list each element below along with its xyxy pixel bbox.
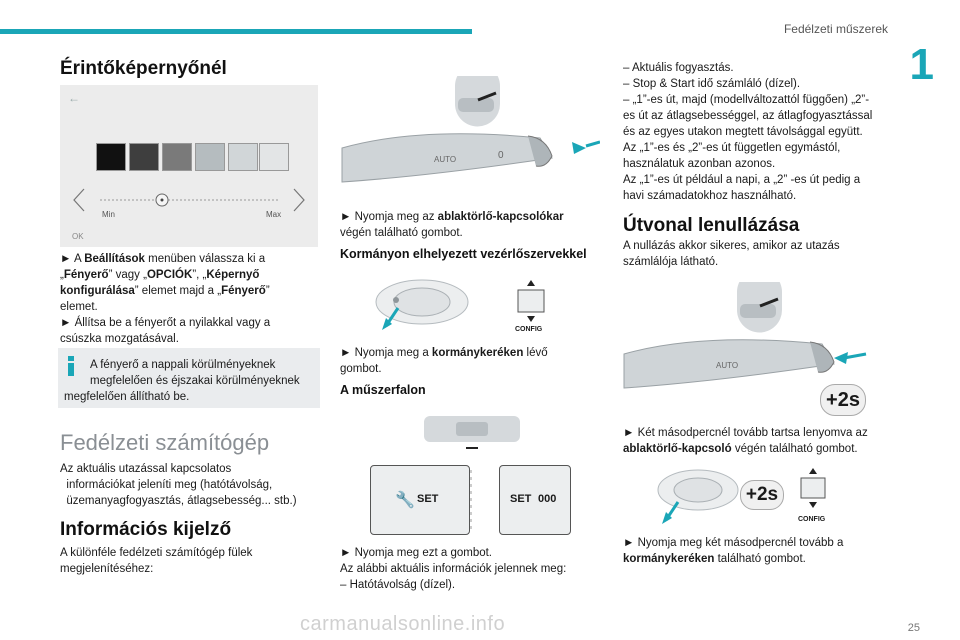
- info-list: – Aktuális fogyasztás. – Stop & Start idő számláló (dízel). – „1”-es út, majd (modellváltozattól függően) „2”- es út az átlagsebességgel, az átlagfogyasztással és az egyes utakon megtett távolsággal együtt. Az „1”-es és „2”-es út független egymástól, használatuk azonban azonos. Az „1”-es út például a napi, a „2” -es út pedig a havi számadatokhoz használható.: [623, 62, 873, 202]
- info-text-end: megfelelően állítható be.: [64, 391, 190, 403]
- wiper-instruction: ► Nyomja meg az ablaktörlő-kapcsolókar végén található gombot.: [340, 211, 564, 239]
- config-button-reset-icon: [796, 466, 830, 522]
- wrench-icon: 🔧: [395, 492, 415, 509]
- svg-text:AUTO: AUTO: [716, 361, 739, 370]
- info-icon: [66, 356, 76, 376]
- hold-2s-badge-small: +2s: [740, 480, 784, 510]
- trip-reset-text: A nullázás akkor sikeres, amikor az utazás számlálója látható.: [623, 240, 840, 268]
- brightness-swatch: [259, 143, 289, 171]
- steering-wheel-reset-illustration: [654, 468, 740, 526]
- steering-controls-heading: Kormányon elhelyezett vezérlőszervekkel: [340, 247, 587, 261]
- touchscreen-heading: Érintőképernyőnél: [60, 58, 227, 79]
- config-label-right: CONFIG: [798, 516, 826, 523]
- back-arrow-icon: ←: [68, 91, 80, 105]
- hold-steering-instruction: ► Nyomja meg két másodpercnél tovább a kormánykeréken található gombot.: [623, 537, 844, 565]
- config-label: CONFIG: [515, 326, 543, 333]
- min-label: Min: [102, 210, 115, 219]
- set-display-button[interactable]: [499, 465, 571, 535]
- brightness-swatch: [129, 143, 159, 171]
- divider: [468, 470, 474, 530]
- section-title: Fedélzeti műszerek: [783, 22, 888, 36]
- svg-text:AUTO: AUTO: [434, 155, 457, 164]
- chapter-number: 1: [909, 40, 934, 89]
- instrument-cluster-icon: [422, 412, 522, 452]
- set-display-label: SET: [510, 493, 532, 505]
- info-display-heading: Információs kijelző: [60, 519, 232, 540]
- trip-computer-heading: Fedélzeti számítógép: [60, 430, 270, 455]
- brightness-screen: [60, 85, 318, 247]
- info-display-text: A különféle fedélzeti számítógép fülek megjelenítéséhez:: [60, 547, 253, 575]
- brightness-swatch: [162, 143, 192, 171]
- set-button-label: SET: [417, 493, 439, 505]
- svg-text:0: 0: [498, 150, 504, 161]
- paragraph-brightness-menu: ► A Beállítások menüben válassza ki a „Fényerő” vagy „OPCIÓK”, „Képernyő konfigurálása” elemet majd a „Fényerő” elemet.: [60, 253, 270, 313]
- cluster-instruction: ► Nyomja meg ezt a gombot. Az alábbi aktuális információk jelennek meg: – Hatótávolság (dízel).: [340, 547, 567, 591]
- ok-label: OK: [72, 232, 84, 241]
- paragraph-brightness-adjust: ► Állítsa be a fényerőt a nyilakkal vagy a csúszka mozgatásával.: [60, 317, 271, 345]
- set-display-value: 000: [538, 493, 557, 505]
- set-button[interactable]: [370, 465, 470, 535]
- max-label: Max: [266, 210, 282, 219]
- info-text: A fényerő a nappali körülményeknek megfelelően és éjszakai körülményeknek: [90, 359, 300, 387]
- instrument-panel-heading: A műszerfalon: [340, 383, 426, 397]
- header-accent-bar: [0, 29, 472, 34]
- brightness-swatch: [96, 143, 126, 171]
- hold-2s-badge: +2s: [820, 384, 866, 416]
- watermark: carmanualsonline.info: [300, 613, 506, 635]
- brightness-swatch: [228, 143, 258, 171]
- steering-wheel-illustration: [372, 278, 472, 340]
- brightness-swatch: [195, 143, 225, 171]
- wiper-stalk-illustration: [340, 76, 600, 201]
- steering-instruction: ► Nyomja meg a kormánykeréken lévő gombot.: [340, 347, 548, 375]
- trip-computer-text: Az aktuális utazással kapcsolatos információkat jeleníti meg (hatótávolság, üzemanyagfogyasztás, átlagsebesség... stb.): [60, 463, 297, 507]
- trip-reset-heading: Útvonal lenullázása: [623, 215, 800, 236]
- page-number: 25: [907, 622, 920, 634]
- hold-wiper-instruction: ► Két másodpercnél tovább tartsa lenyomva az ablaktörlő-kapcsoló végén található gombot.: [623, 427, 868, 455]
